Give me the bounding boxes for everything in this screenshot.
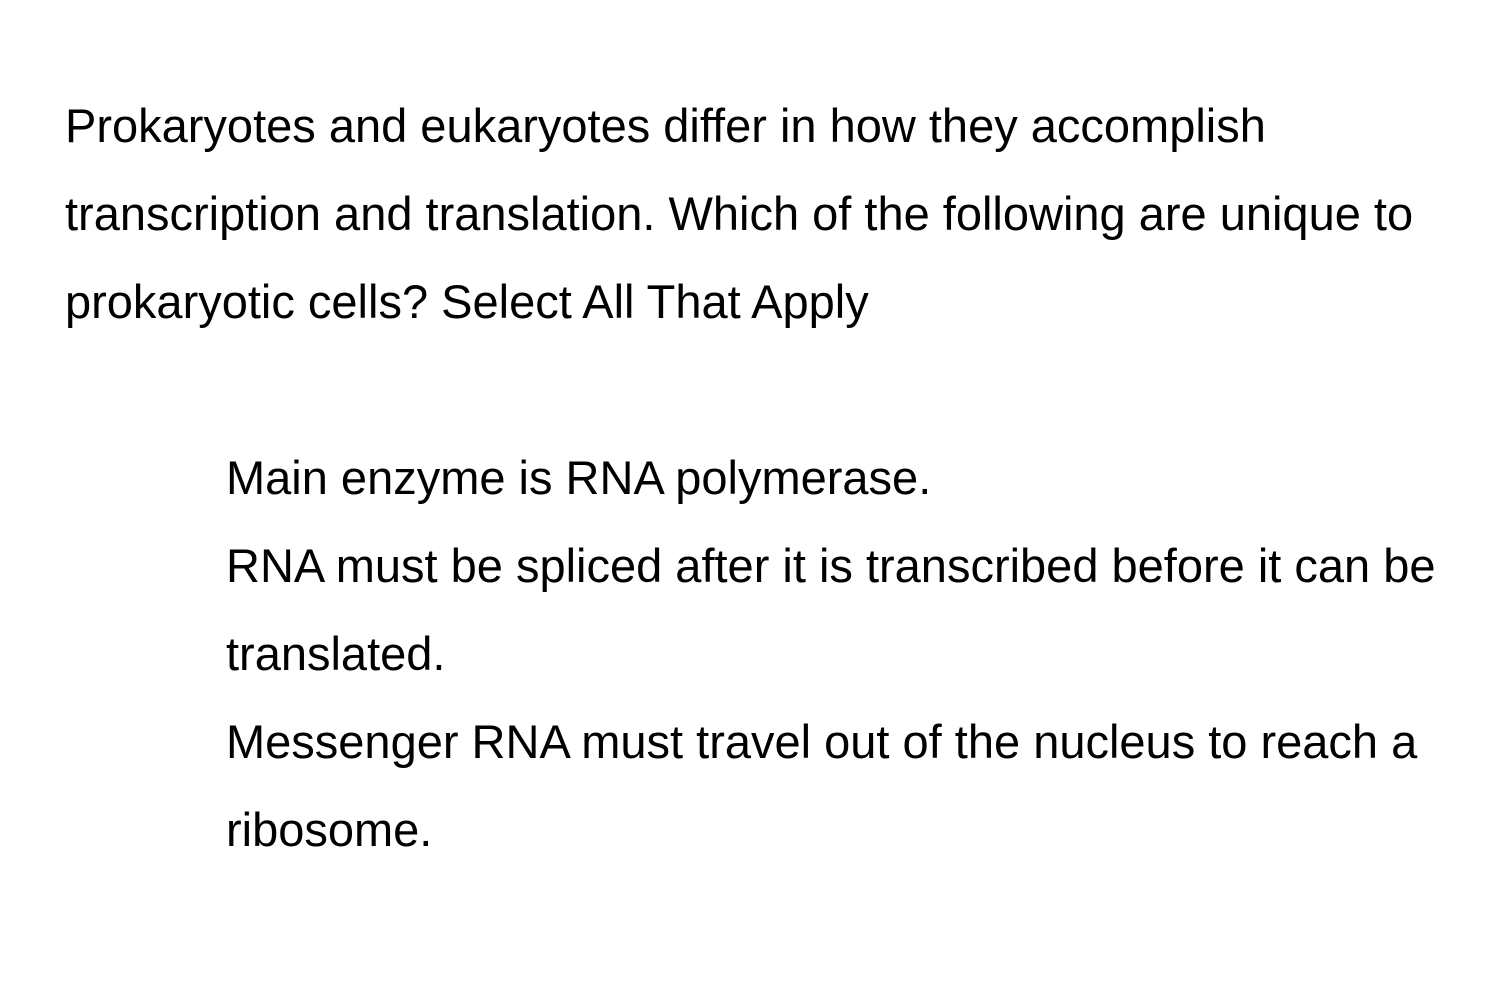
answer-option[interactable]: Messenger RNA must travel out of the nucleus to reach a ribosome. [226, 715, 1418, 856]
question-text: Prokaryotes and eukaryotes differ in how they accomplish transcription and translation. Which of the following are unique to prokaryotic cells? Select All That Apply [65, 99, 1414, 328]
answer-options-list [226, 434, 1476, 874]
answer-option[interactable]: Main enzyme is RNA polymerase. [226, 451, 932, 504]
answer-option[interactable]: RNA must be spliced after it is transcribed before it can be translated. [226, 539, 1436, 680]
